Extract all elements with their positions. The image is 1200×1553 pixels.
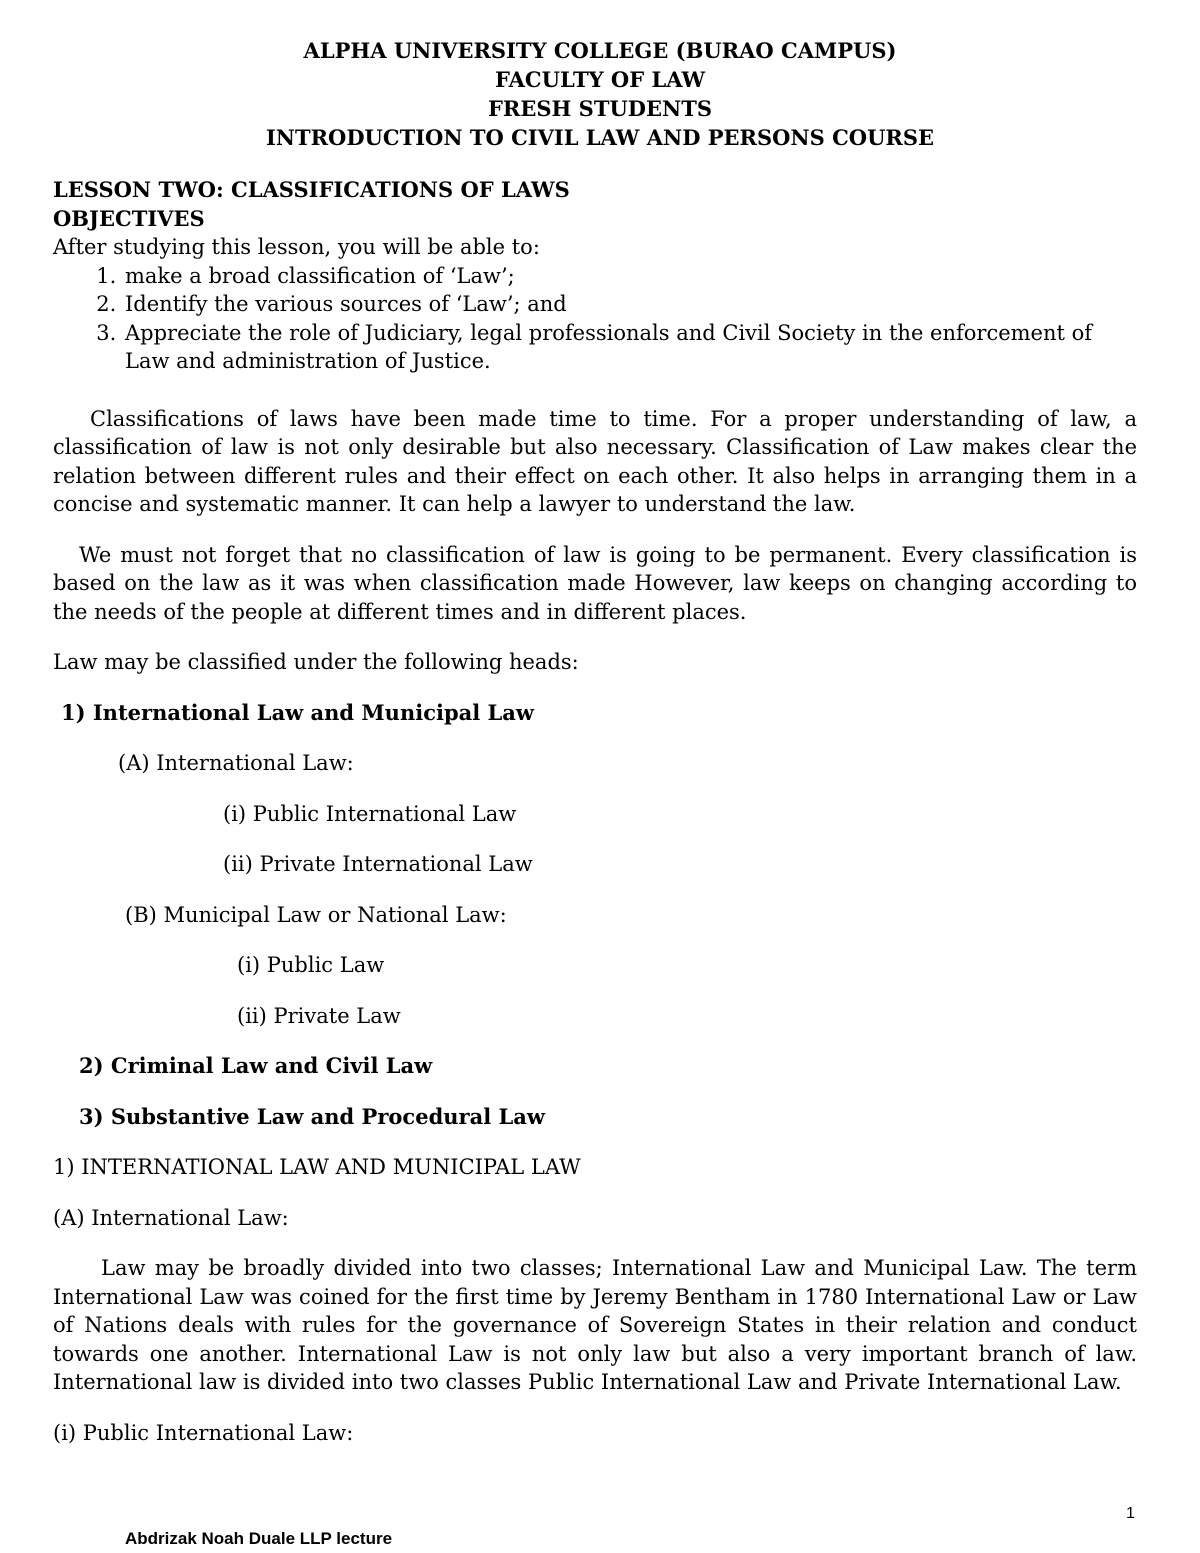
outline-heading-3: 3) Substantive Law and Procedural Law — [79, 1103, 545, 1129]
objectives-intro: After studying this lesson, you will be able to: — [53, 235, 540, 259]
document-body — [53, 176, 1137, 1447]
paragraph-heads-intro: Law may be classified under the following heads: — [53, 650, 579, 674]
objective-item: 3. Appreciate the role of Judiciary, legal professionals and Civil Society in the enforcement of Law and administration of Justice. — [123, 319, 1137, 376]
outline-private-law: (ii) Private Law — [237, 1003, 401, 1028]
objective-item: 2. Identify the various sources of ‘Law’; and — [123, 290, 1137, 319]
header-course: INTRODUCTION TO CIVIL LAW AND PERSONS COURSE — [265, 125, 935, 150]
document-header — [0, 36, 1200, 152]
paragraph-not-permanent: We must not forget that no classification of law is going to be permanent. Every classification is based on the law as it was when classification made However, law keeps on changing according to the needs of the people at different times and in different places. — [53, 542, 1137, 624]
outline-heading-2: 2) Criminal Law and Civil Law — [79, 1053, 433, 1078]
page-number: 1 — [1126, 1505, 1135, 1522]
lesson-title: LESSON TWO: CLASSIFICATIONS OF LAWS — [53, 177, 570, 202]
header-college: ALPHA UNIVERSITY COLLEGE (BURAO CAMPUS) — [303, 38, 897, 63]
outline-international-law: (A) International Law: — [118, 751, 354, 775]
header-audience: FRESH STUDENTS — [488, 96, 712, 121]
header-faculty: FACULTY OF LAW — [494, 67, 706, 92]
outline-municipal-law: (B) Municipal Law or National Law: — [125, 902, 507, 927]
objectives-list — [53, 262, 1137, 376]
section-heading: 1) INTERNATIONAL LAW AND MUNICIPAL LAW — [53, 1155, 581, 1179]
section-subheading-international: (A) International Law: — [53, 1205, 289, 1230]
footer-author: Abdrizak Noah Duale LLP lecture — [125, 1529, 393, 1548]
outline-private-international-law: (ii) Private International Law — [223, 852, 533, 876]
paragraph-classification-intro: Classifications of laws have been made time to time. For a proper understanding of law, a classification of law is not only desirable but also necessary. Classification of Law makes clear the relation between different rules and their effect on each other. It also helps in arranging them in a concise and systematic manner. It can help a lawyer to understand the law. — [53, 406, 1137, 516]
outline-public-international-law: (i) Public International Law — [223, 801, 517, 826]
paragraph-international-law: Law may be broadly divided into two classes; International Law and Municipal Law. The term International Law was coined for the first time by Jeremy Bentham in 1780 International Law or Law of Nations deals with rules for the governance of Sovereign States in their relation and conduct towards one another. International Law is not only law but also a very important branch of law. International law is divided into two classes Public International Law and Private International Law. — [53, 1256, 1137, 1394]
outline-public-law: (i) Public Law — [237, 953, 385, 977]
section-subheading-public-international: (i) Public International Law: — [53, 1420, 354, 1445]
objectives-heading: OBJECTIVES — [53, 205, 205, 231]
outline-heading-1: 1) International Law and Municipal Law — [61, 699, 534, 725]
objective-item: 1. make a broad classification of ‘Law’; — [123, 262, 1137, 291]
